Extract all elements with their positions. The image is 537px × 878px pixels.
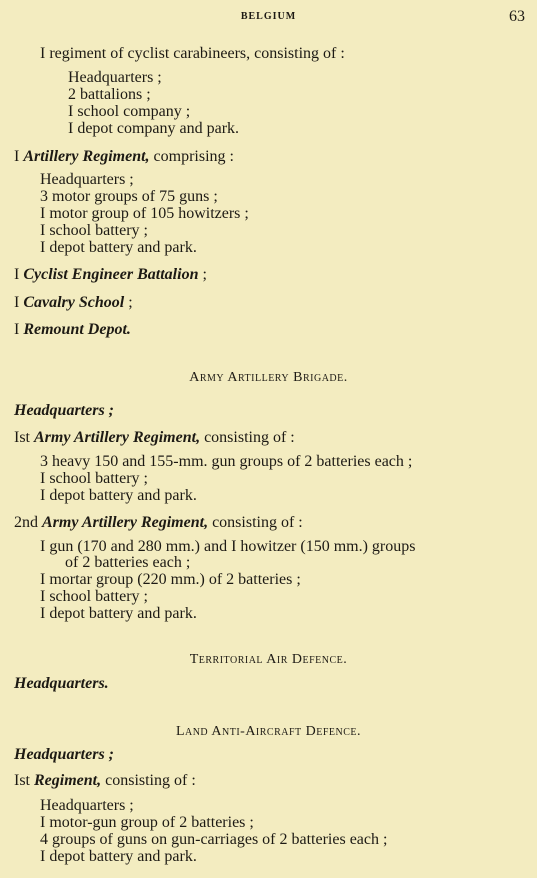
text-line: Headquarters ; bbox=[68, 69, 162, 86]
text-line: I motor group of 105 howitzers ; bbox=[40, 205, 249, 222]
text-line: Headquarters ; bbox=[14, 402, 114, 419]
text-line: I regiment of cyclist carabineers, consisting of : bbox=[40, 45, 345, 62]
page-header bbox=[0, 8, 537, 32]
text-line: I school battery ; bbox=[40, 222, 148, 239]
text-line: I Artillery Regiment, comprising : bbox=[14, 148, 234, 165]
section-heading: Army Artillery Brigade. bbox=[189, 370, 348, 385]
text-line: Ist Regiment, consisting of : bbox=[14, 772, 196, 789]
text-line: 2 battalions ; bbox=[68, 86, 151, 103]
text-line: I mortar group (220 mm.) of 2 batteries ; bbox=[40, 571, 301, 588]
running-title: BELGIUM bbox=[240, 11, 297, 22]
text-line: I depot battery and park. bbox=[40, 605, 197, 622]
text-line: I gun (170 and 280 mm.) and I howitzer (150 mm.) groups bbox=[40, 538, 416, 555]
text-line: of 2 batteries each ; bbox=[65, 554, 191, 571]
text-line: 2nd Army Artillery Regiment, consisting of : bbox=[14, 514, 303, 531]
text-line: I Cyclist Engineer Battalion ; bbox=[14, 266, 207, 283]
text-line: I depot company and park. bbox=[68, 120, 240, 137]
text-line: Headquarters ; bbox=[14, 746, 114, 763]
section-heading: Land Anti-Aircraft Defence. bbox=[175, 724, 362, 739]
section-heading: Territorial Air Defence. bbox=[189, 652, 348, 667]
text-line: 4 groups of guns on gun-carriages of 2 batteries each ; bbox=[40, 831, 388, 848]
text-line: Headquarters ; bbox=[40, 171, 134, 188]
text-line: Ist Army Artillery Regiment, consisting of : bbox=[14, 429, 295, 446]
text-line: I Cavalry School ; bbox=[14, 294, 133, 311]
text-line: Headquarters. bbox=[14, 675, 109, 692]
text-line: I motor-gun group of 2 batteries ; bbox=[40, 814, 254, 831]
text-line: I depot battery and park. bbox=[40, 487, 197, 504]
text-line: I depot battery and park. bbox=[40, 239, 197, 256]
text-line: 3 motor groups of 75 guns ; bbox=[40, 188, 218, 205]
text-line: 3 heavy 150 and 155-mm. gun groups of 2 batteries each ; bbox=[40, 453, 413, 470]
text-line: I Remount Depot. bbox=[14, 321, 131, 338]
text-line: Headquarters ; bbox=[40, 797, 134, 814]
text-line: I school company ; bbox=[68, 103, 191, 120]
text-line: I school battery ; bbox=[40, 470, 148, 487]
page-number: 63 bbox=[509, 8, 525, 25]
text-line: I depot battery and park. bbox=[40, 848, 197, 865]
text-line: I school battery ; bbox=[40, 588, 148, 605]
